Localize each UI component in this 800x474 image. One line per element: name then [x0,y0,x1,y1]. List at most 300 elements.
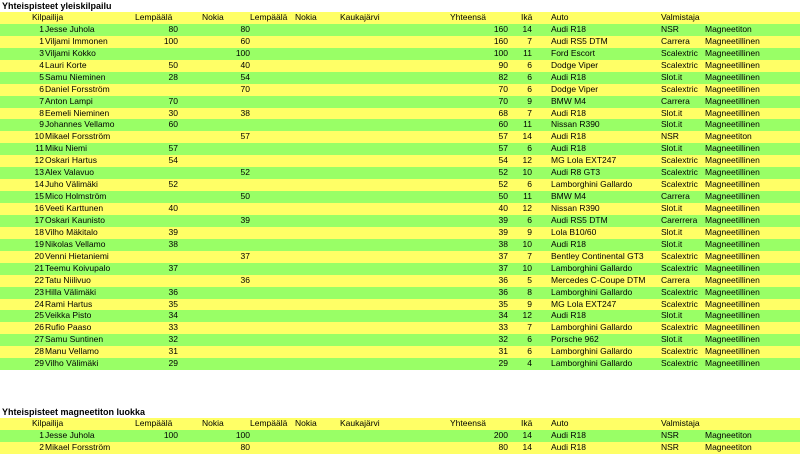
age-cell: 6 [527,334,532,345]
age-cell: 9 [527,226,532,237]
rank-cell: 28 [34,346,44,357]
competitor-cell: Eemeli Nieminen [45,107,110,118]
nokia-1-header: Nokia [202,12,224,22]
class-cell: Magneetillinen [705,59,760,70]
lempaala-1-cell: 32 [168,334,178,345]
table-row [0,191,800,203]
age-cell: 6 [527,59,532,70]
competitor-cell: Miku Niemi [45,143,88,154]
total-cell: 38 [498,238,508,249]
total-cell: 68 [498,107,508,118]
rank-cell: 12 [34,155,44,166]
car-cell: BMW M4 [551,191,586,202]
car-cell: Audi RS5 DTM [551,214,608,225]
age-cell: 10 [522,262,532,273]
class-cell: Magneetillinen [705,191,760,202]
manufacturer-cell: Scalextric [661,155,698,166]
rank-cell: 27 [34,334,44,345]
car-cell: Porsche 962 [551,334,599,345]
age-header: Ikä [521,12,533,22]
age-cell: 12 [522,310,532,321]
manufacturer-cell: Slot.it [661,226,683,237]
age-header: Ikä [521,418,533,428]
rank-cell: 1 [39,35,44,46]
age-cell: 9 [527,95,532,106]
lempaala-1-cell: 50 [168,59,178,70]
competitor-cell: Alex Valavuo [45,167,94,178]
table-row [0,442,800,454]
age-cell: 5 [527,274,532,285]
total-cell: 60 [498,119,508,130]
lempaala-1-cell: 30 [168,107,178,118]
competitor-cell: Oskari Hartus [45,155,97,166]
section-1-title: Yhteispisteet yleiskilpailu [2,1,112,11]
lempaala-1-cell: 100 [163,429,178,440]
table-row [0,430,800,442]
lempaala-1-cell: 28 [168,71,178,82]
lempaala-1-cell: 54 [168,155,178,166]
class-cell: Magneetillinen [705,179,760,190]
table-row [0,239,800,251]
lempaala-1-header: Lempäälä [135,418,173,428]
class-cell: Magneetillinen [705,262,760,273]
class-cell: Magneetillinen [705,358,760,369]
age-cell: 8 [527,286,532,297]
age-cell: 6 [527,179,532,190]
table-row [0,84,800,96]
competitor-cell: Oskari Kaunisto [45,214,105,225]
table-row [0,179,800,191]
nokia-1-cell: 36 [240,274,250,285]
table-row [0,263,800,275]
car-cell: Bentley Continental GT3 [551,250,644,261]
manufacturer-cell: Carrera [661,95,690,106]
competitor-cell: Lauri Korte [45,59,87,70]
car-cell: Audi R18 [551,429,586,440]
total-cell: 37 [498,250,508,261]
class-cell: Magneetiton [705,441,752,452]
total-cell: 80 [498,441,508,452]
class-cell: Magneetillinen [705,214,760,225]
class-cell: Magneetiton [705,23,752,34]
manufacturer-cell: NSR [661,429,679,440]
rank-cell: 15 [34,191,44,202]
nokia-1-cell: 40 [240,59,250,70]
car-cell: Dodge Viper [551,83,599,94]
rank-cell: 4 [39,59,44,70]
rank-cell: 18 [34,226,44,237]
nokia-1-cell: 37 [240,250,250,261]
kaukajarvi-header: Kaukajärvi [340,418,380,428]
total-cell: 35 [498,298,508,309]
lempaala-1-cell: 39 [168,226,178,237]
car-cell: Audi R18 [551,143,586,154]
nokia-1-cell: 100 [235,429,250,440]
lempaala-1-cell: 33 [168,322,178,333]
table-row [0,287,800,299]
car-cell: Lamborghini Gallardo [551,346,633,357]
total-cell: 200 [493,429,508,440]
rank-cell: 3 [39,47,44,58]
class-cell: Magneetillinen [705,346,760,357]
age-cell: 14 [522,23,532,34]
nokia-1-cell: 100 [235,47,250,58]
manufacturer-cell: Scalextric [661,47,698,58]
rank-cell: 7 [39,95,44,106]
total-cell: 70 [498,95,508,106]
manufacturer-cell: Scalextric [661,286,698,297]
age-cell: 6 [527,143,532,154]
lempaala-1-cell: 31 [168,346,178,357]
car-cell: Audi R18 [551,310,586,321]
rank-cell: 20 [34,250,44,261]
car-cell: Lamborghini Gallardo [551,179,633,190]
nokia-1-header: Nokia [202,418,224,428]
manufacturer-cell: NSR [661,131,679,142]
car-cell: Audi RS5 DTM [551,35,608,46]
car-cell: Lola B10/60 [551,226,597,237]
car-header: Auto [551,418,569,428]
class-cell: Magneetillinen [705,47,760,58]
rank-cell: 16 [34,203,44,213]
lempaala-1-cell: 70 [168,95,178,106]
age-cell: 10 [522,238,532,249]
header-row [0,12,800,24]
lempaala-1-cell: 35 [168,298,178,309]
age-cell: 12 [522,203,532,213]
manufacturer-cell: Slot.it [661,107,683,118]
table-row [0,322,800,334]
manufacturer-cell: Scalextric [661,346,698,357]
class-cell: Magneetillinen [705,203,760,213]
rank-cell: 5 [39,71,44,82]
competitor-cell: Nikolas Vellamo [45,238,106,249]
nokia-1-cell: 70 [240,83,250,94]
competitor-cell: Tatu Niilivuo [45,274,91,285]
class-cell: Magneetillinen [705,167,760,178]
manufacturer-cell: Carrera [661,35,690,46]
section-2-title: Yhteispisteet magneetiton luokka [2,407,146,417]
age-cell: 14 [522,131,532,142]
competitor-cell: Venni Hietaniemi [45,250,109,261]
car-header: Auto [551,12,569,22]
rank-cell: 22 [34,274,44,285]
manufacturer-cell: Carrera [661,274,690,285]
age-cell: 11 [523,119,532,130]
age-cell: 14 [522,441,532,452]
class-cell: Magneetillinen [705,71,760,82]
competitor-header: Kilpailija [32,418,64,428]
rank-cell: 2 [39,441,44,452]
competitor-cell: Anton Lampi [45,95,93,106]
class-cell: Magneetiton [705,131,752,142]
rank-cell: 24 [34,298,44,309]
rank-cell: 14 [34,179,44,190]
lempaala-2-header: Lempäälä [250,12,288,22]
class-cell: Magneetillinen [705,83,760,94]
rank-cell: 1 [39,23,44,34]
total-cell: 50 [498,191,508,202]
table-row [0,299,800,311]
competitor-cell: Veeti Karttunen [45,203,104,213]
car-cell: Audi R18 [551,131,586,142]
total-cell: 33 [498,322,508,333]
age-cell: 9 [527,298,532,309]
rank-cell: 9 [39,119,44,130]
age-cell: 12 [522,155,532,166]
car-cell: MG Lola EXT247 [551,298,617,309]
total-cell: 36 [498,286,508,297]
table-row [0,215,800,227]
manufacturer-cell: Scalextric [661,262,698,273]
competitor-cell: Daniel Forsström [45,83,110,94]
lempaala-2-header: Lempäälä [250,418,288,428]
total-cell: 34 [498,310,508,321]
competitor-header: Kilpailija [32,12,64,22]
competitor-cell: Samu Nieminen [45,71,106,82]
competitor-cell: Vilho Välimäki [45,358,99,369]
age-cell: 11 [523,47,532,58]
kaukajarvi-header: Kaukajärvi [340,12,380,22]
class-cell: Magneetillinen [705,298,760,309]
car-cell: Nissan R390 [551,119,600,130]
class-cell: Magneetillinen [705,238,760,249]
rank-cell: 13 [34,167,44,178]
total-cell: 160 [493,35,508,46]
table-row [0,358,800,370]
competitor-cell: Rufio Paaso [45,322,92,333]
class-cell: Magneetiton [705,429,752,440]
total-cell: 40 [498,203,508,213]
rank-cell: 25 [34,310,44,321]
age-cell: 10 [522,167,532,178]
competitor-cell: Mikael Forsström [45,131,111,142]
competitor-cell: Samu Suntinen [45,334,104,345]
lempaala-1-cell: 52 [168,179,178,190]
table-row [0,24,800,36]
lempaala-1-cell: 29 [168,358,178,369]
lempaala-1-cell: 100 [163,35,178,46]
total-cell: 100 [493,47,508,58]
nokia-1-cell: 80 [240,441,250,452]
class-cell: Magneetillinen [705,35,760,46]
rank-cell: 17 [34,214,44,225]
competitor-cell: Jesse Juhola [45,23,95,34]
age-cell: 11 [523,191,532,202]
competitor-cell: Mico Holmström [45,191,107,202]
age-cell: 7 [527,322,532,333]
header-row [0,418,800,430]
rank-cell: 26 [34,322,44,333]
total-cell: 57 [498,131,508,142]
car-cell: Audi R18 [551,23,586,34]
rank-cell: 11 [35,143,44,154]
car-cell: Audi R18 [551,238,586,249]
table-row [0,96,800,108]
class-cell: Magneetillinen [705,334,760,345]
total-cell: 52 [498,179,508,190]
nokia-1-cell: 54 [240,71,250,82]
car-cell: Dodge Viper [551,59,599,70]
manufacturer-cell: Scalextric [661,250,698,261]
car-cell: Audi R18 [551,441,586,452]
table-row [0,60,800,72]
nokia-1-cell: 80 [240,23,250,34]
car-cell: Lamborghini Gallardo [551,286,633,297]
table-row [0,167,800,179]
class-cell: Magneetillinen [705,226,760,237]
total-cell: 52 [498,167,508,178]
manufacturer-cell: Slot.it [661,119,683,130]
class-cell: Magneetillinen [705,107,760,118]
competitor-cell: Mikael Forsström [45,441,111,452]
rank-cell: 29 [34,358,44,369]
table-row [0,108,800,120]
manufacturer-cell: Slot.it [661,143,683,154]
manufacturer-cell: Scalextric [661,59,698,70]
manufacturer-cell: Slot.it [661,334,683,345]
nokia-1-cell: 57 [240,131,250,142]
table-row [0,251,800,263]
manufacturer-cell: Scalextric [661,298,698,309]
class-cell: Magneetillinen [705,143,760,154]
nokia-1-cell: 60 [240,35,250,46]
total-header: Yhteensä [450,12,486,22]
total-cell: 82 [498,71,508,82]
car-cell: Ford Escort [551,47,595,58]
competitor-cell: Viljami Immonen [45,35,108,46]
standings-table-overall [0,12,800,370]
table-row [0,143,800,155]
class-cell: Magneetillinen [705,95,760,106]
manufacturer-cell: Carerrera [661,214,698,225]
table-row [0,131,800,143]
lempaala-1-cell: 57 [168,143,178,154]
car-cell: Mercedes C-Coupe DTM [551,274,646,285]
table-row [0,227,800,239]
age-cell: 14 [522,429,532,440]
nokia-2-header: Nokia [295,418,317,428]
rank-cell: 19 [34,238,44,249]
manufacturer-cell: Slot.it [661,71,683,82]
nokia-1-cell: 38 [240,107,250,118]
car-cell: Lamborghini Gallardo [551,262,633,273]
manufacturer-cell: Scalextric [661,83,698,94]
rank-cell: 6 [39,83,44,94]
nokia-1-cell: 50 [240,191,250,202]
total-cell: 90 [498,59,508,70]
manufacturer-cell: NSR [661,23,679,34]
car-cell: MG Lola EXT247 [551,155,617,166]
lempaala-1-cell: 37 [168,262,178,273]
table-row [0,48,800,60]
car-cell: Lamborghini Gallardo [551,322,633,333]
manufacturer-cell: Scalextric [661,322,698,333]
lempaala-1-cell: 80 [168,23,178,34]
table-row [0,155,800,167]
rank-cell: 1 [39,429,44,440]
competitor-cell: Veikka Pisto [45,310,92,321]
class-cell: Magneetillinen [705,250,760,261]
lempaala-1-cell: 36 [168,286,178,297]
age-cell: 6 [527,346,532,357]
age-cell: 6 [527,214,532,225]
total-cell: 31 [498,346,508,357]
car-cell: Audi R18 [551,107,586,118]
class-cell: Magneetillinen [705,119,760,130]
table-row [0,310,800,322]
class-cell: Magneetillinen [705,310,760,321]
manufacturer-header: Valmistaja [661,12,700,22]
competitor-cell: Juho Välimäki [45,179,98,190]
competitor-cell: Manu Vellamo [45,346,99,357]
manufacturer-cell: Slot.it [661,238,683,249]
age-cell: 7 [527,35,532,46]
car-cell: BMW M4 [551,95,586,106]
table-row [0,275,800,287]
manufacturer-cell: Slot.it [661,203,683,213]
age-cell: 6 [527,71,532,82]
total-cell: 32 [498,334,508,345]
manufacturer-cell: Scalextric [661,179,698,190]
class-cell: Magneetillinen [705,274,760,285]
class-cell: Magneetillinen [705,286,760,297]
lempaala-1-header: Lempäälä [135,12,173,22]
table-row [0,346,800,358]
table-row [0,36,800,48]
rank-cell: 21 [34,262,44,273]
manufacturer-cell: Carrera [661,191,690,202]
car-cell: Audi R8 GT3 [551,167,601,178]
competitor-cell: Jesse Juhola [45,429,95,440]
table-row [0,72,800,84]
total-cell: 37 [498,262,508,273]
total-cell: 70 [498,83,508,94]
nokia-1-cell: 52 [240,167,250,178]
car-cell: Nissan R390 [551,203,600,213]
competitor-cell: Hilla Välimäki [45,286,97,297]
manufacturer-cell: Scalextric [661,167,698,178]
manufacturer-cell: NSR [661,441,679,452]
total-header: Yhteensä [450,418,486,428]
rank-cell: 23 [34,286,44,297]
age-cell: 7 [527,107,532,118]
rank-cell: 10 [34,131,44,142]
age-cell: 4 [527,358,532,369]
competitor-cell: Teemu Koivupalo [45,262,111,273]
competitor-cell: Vilho Mäkitalo [45,226,98,237]
total-cell: 29 [498,358,508,369]
manufacturer-cell: Scalextric [661,358,698,369]
nokia-2-header: Nokia [295,12,317,22]
car-cell: Lamborghini Gallardo [551,358,633,369]
total-cell: 160 [493,23,508,34]
age-cell: 7 [527,250,532,261]
total-cell: 39 [498,226,508,237]
manufacturer-cell: Slot.it [661,310,683,321]
table-row [0,119,800,131]
lempaala-1-cell: 60 [168,119,178,130]
manufacturer-header: Valmistaja [661,418,700,428]
class-cell: Magneetillinen [705,322,760,333]
table-row [0,203,800,215]
total-cell: 54 [498,155,508,166]
competitor-cell: Rami Hartus [45,298,93,309]
standings-table-magnetless [0,418,800,454]
class-cell: Magneetillinen [705,155,760,166]
table-row [0,334,800,346]
total-cell: 39 [498,214,508,225]
